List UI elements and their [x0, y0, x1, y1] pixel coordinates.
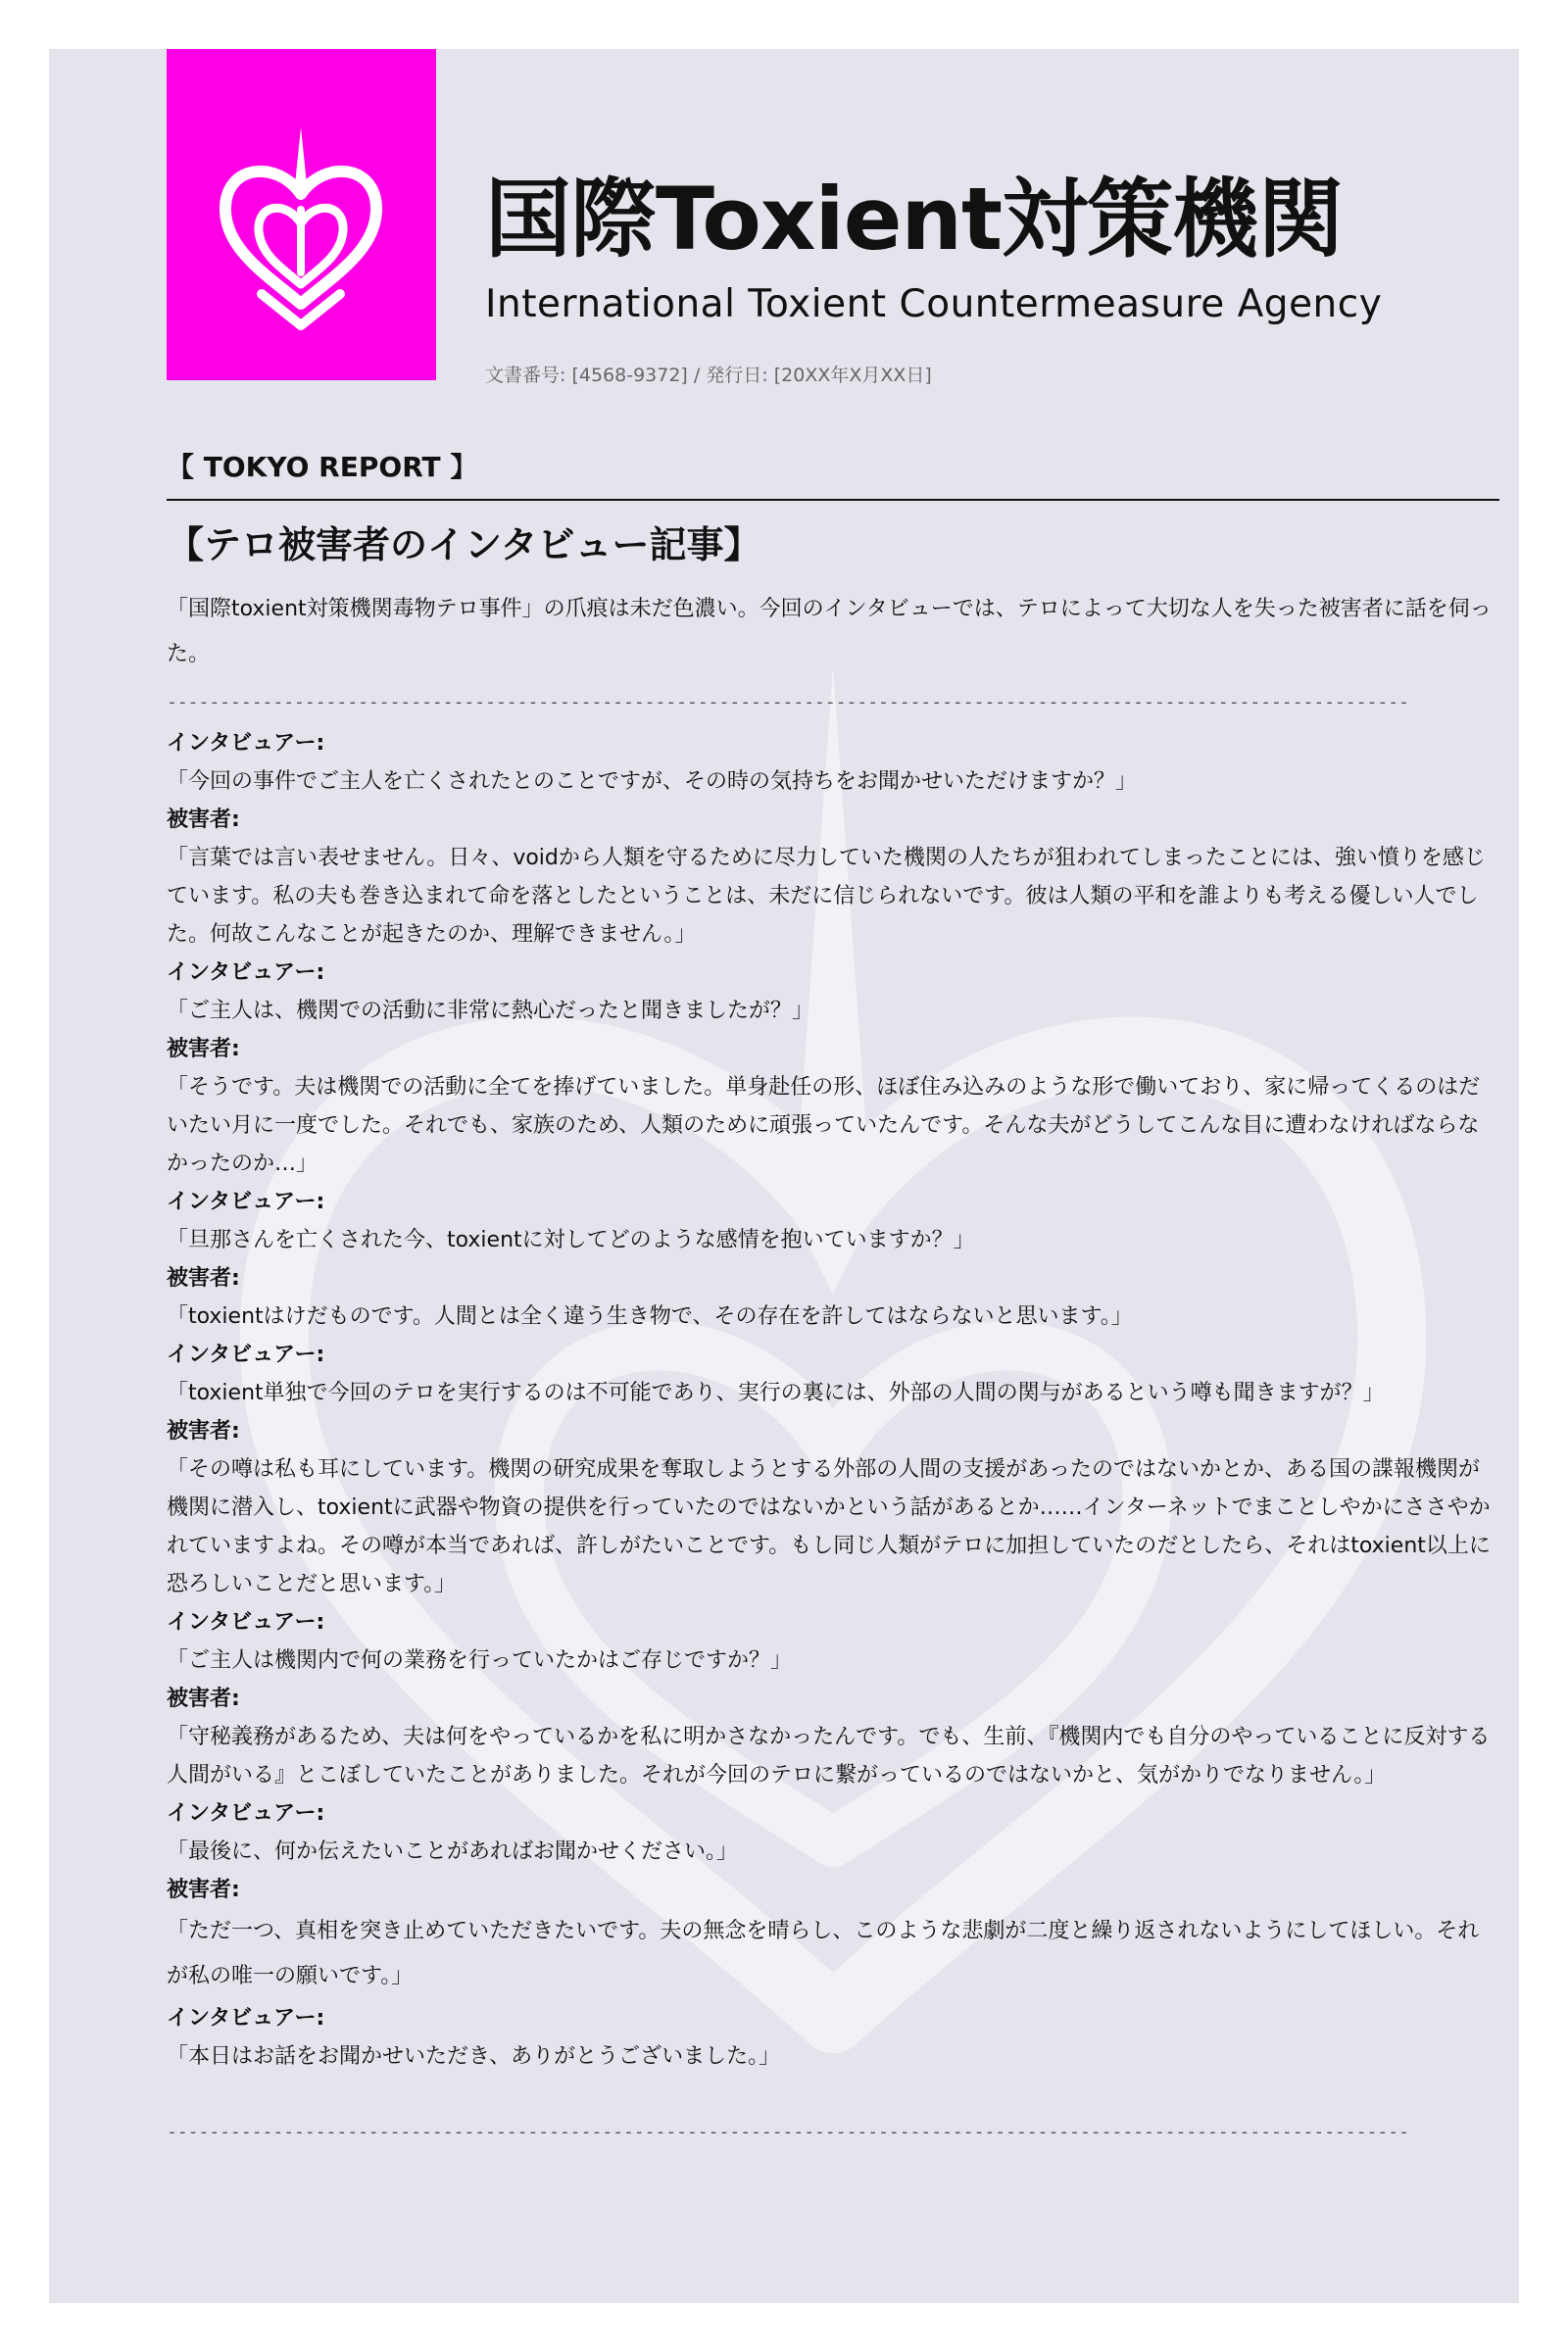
victim-answer: 「toxientはけだものです。人間とは全く違う生き物で、その存在を許してはならないと思います。」 — [167, 1304, 1133, 1329]
speaker-victim: 被害者: — [167, 1419, 240, 1444]
document-sheet — [49, 49, 1519, 2303]
section-divider — [167, 499, 1499, 501]
dashed-separator-bottom: --------------------------------------------------------------------------------------------------------------------- — [167, 2122, 1409, 2142]
speaker-interviewer: インタビュアー: — [167, 960, 325, 985]
speaker-interviewer: インタビュアー: — [167, 2006, 325, 2031]
heart-crest-emblem-icon — [208, 125, 394, 331]
interviewer-question: 「本日はお話をお聞かせいただき、ありがとうございました。」 — [167, 2044, 781, 2069]
agency-header — [485, 165, 1382, 329]
victim-answer: 「そうです。夫は機関での活動に全てを捧げていました。単身赴任の形、ほぼ住み込みのような形で働いており、家に帰ってくるのはだいたい月に一度でした。それでも、家族のため、人類のために頑張っていたんです。そんな夫がどうしてこんな目に遭わなければならなかったのか…」 — [167, 1075, 1481, 1176]
speaker-interviewer: インタビュアー: — [167, 1190, 325, 1214]
article-title: 【テロ被害者のインタビュー記事】 — [167, 523, 761, 566]
victim-answer: 「言葉では言い表せません。日々、voidから人類を守るために尽力していた機関の人たちが狙われてしまったことには、強い憤りを感じています。私の夫も巻き込まれて命を落としたということは、未だに信じられないです。彼は人類の平和を誰よりも考える優しい人でした。何故こんなことが起きたのか、理解できません。」 — [167, 846, 1486, 947]
document-meta: 文書番号: [4568-9372] / 発行日: [20XX年X月XX日] — [485, 365, 932, 386]
interviewer-question: 「ご主人は機関内で何の業務を行っていたかはご存じですか？」 — [167, 1648, 793, 1673]
speaker-victim: 被害者: — [167, 808, 240, 832]
interviewer-question: 「ご主人は、機関での活動に非常に熱心だったと聞きましたが？」 — [167, 999, 814, 1023]
interview-qa — [167, 724, 1499, 2076]
speaker-interviewer: インタビュアー: — [167, 731, 325, 756]
speaker-victim: 被害者: — [167, 1037, 240, 1061]
speaker-victim: 被害者: — [167, 1878, 240, 1902]
victim-answer: 「ただ一つ、真相を突き止めていただきたいです。夫の無念を晴らし、このような悲劇が二度と繰り返されないようにしてほしい。それが私の唯一の願いです。」 — [167, 1919, 1480, 1988]
interviewer-question: 「最後に、何か伝えたいことがあればお聞かせください。」 — [167, 1839, 739, 1864]
agency-emblem — [167, 49, 436, 380]
speaker-victim: 被害者: — [167, 1266, 240, 1291]
interviewer-question: 「今回の事件でご主人を亡くされたとのことですが、その時の気持ちをお聞かせいただけますか？」 — [167, 769, 1138, 794]
speaker-victim: 被害者: — [167, 1687, 240, 1711]
interviewer-question: 「toxient単独で今回のテロを実行するのは不可能であり、実行の裏には、外部の人間の関与があるという噂も聞きますが？」 — [167, 1381, 1385, 1405]
victim-answer: 「その噂は私も耳にしています。機関の研究成果を奪取しようとする外部の人間の支援があったのではないかとか、ある国の諜報機関が機関に潜入し、toxientに武器や物資の提供を行っていたのではないかという話があるとか……インターネットでまことしやかにささやかれていますよね。その噂が本当であれば、許しがたいことです。もし同じ人類がテロに加担していたのだとしたら、それはtoxient以上に恐ろしいことだと思います。」 — [167, 1457, 1491, 1596]
agency-title: 国際Toxient対策機関 — [485, 169, 1344, 270]
section-label: 【 TOKYO REPORT 】 — [167, 451, 478, 483]
article-lead: 「国際toxient対策機関毒物テロ事件」の爪痕は未だ色濃い。今回のインタビューでは、テロによって大切な人を失った被害者に話を伺った。 — [167, 597, 1492, 666]
dashed-separator-top: --------------------------------------------------------------------------------------------------------------------- — [167, 692, 1409, 712]
speaker-interviewer: インタビュアー: — [167, 1343, 325, 1367]
victim-answer: 「守秘義務があるため、夫は何をやっているかを私に明かさなかったんです。でも、生前、『機関内でも自分のやっていることに反対する人間がいる』とこぼしていたことがありました。それが今回のテロに繋がっているのではないかと、気がかりでなりません。」 — [167, 1725, 1491, 1788]
report-content — [167, 446, 1499, 2144]
speaker-interviewer: インタビュアー: — [167, 1801, 325, 1826]
interviewer-question: 「旦那さんを亡くされた今、toxientに対してどのような感情を抱いていますか？」 — [167, 1228, 975, 1252]
speaker-interviewer: インタビュアー: — [167, 1610, 325, 1635]
agency-subtitle: International Toxient Countermeasure Agency — [485, 282, 1383, 326]
